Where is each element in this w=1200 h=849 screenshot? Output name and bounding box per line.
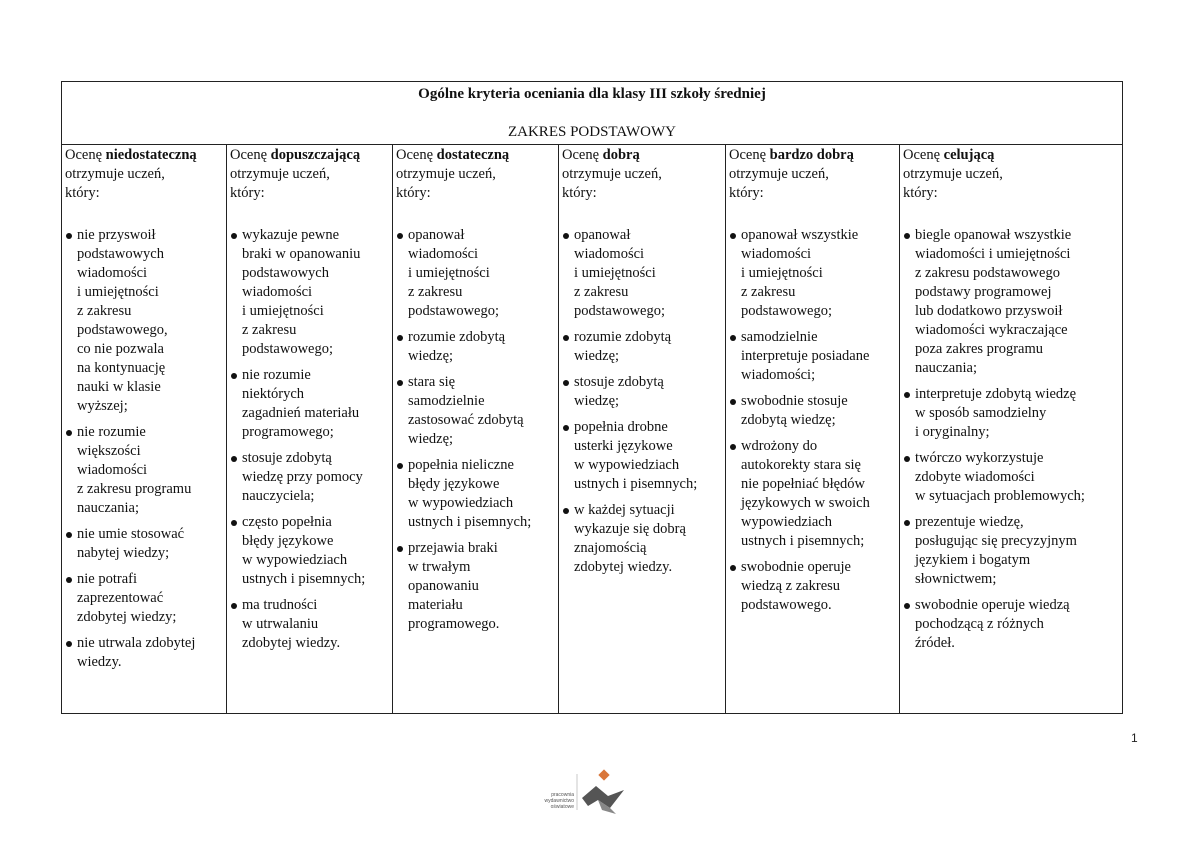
item-text: i umiejętności <box>408 265 490 281</box>
item-text: stosuje zdobytą <box>242 450 332 466</box>
list-item <box>729 392 897 430</box>
item-text: wiadomości <box>408 246 479 262</box>
item-text: samodzielnie <box>741 329 818 345</box>
item-text: z zakresu <box>77 303 132 319</box>
item-text: prezentuje wiedzę, <box>915 514 1024 530</box>
item-text: na kontynuację <box>77 360 166 376</box>
column-header <box>230 146 390 226</box>
item-text: podstawowych <box>242 265 329 281</box>
item-text: z zakresu <box>574 284 629 300</box>
grade-line <box>729 146 897 165</box>
item-text: pochodzącą z różnych <box>915 616 1044 632</box>
item-text: zagadnień materiału <box>242 405 360 421</box>
item-text: ustnych i pisemnych; <box>741 533 865 549</box>
item-text: z zakresu <box>408 284 463 300</box>
header-text: który: <box>396 185 431 201</box>
item-text: wyższej; <box>77 398 128 414</box>
item-text: zdobytej wiedzy. <box>574 559 673 575</box>
item-text: i umiejętności <box>741 265 823 281</box>
item-text: rozumie zdobytą <box>408 329 506 345</box>
list-item <box>230 226 390 359</box>
item-text: wiadomości <box>741 246 812 262</box>
item-text: ma trudności <box>242 597 318 613</box>
item-text: zdobytej wiedzy. <box>242 635 341 651</box>
list-item <box>65 423 224 518</box>
item-text: źródeł. <box>915 635 955 651</box>
item-text: nabytej wiedzy; <box>77 545 170 561</box>
item-text: w wypowiedziach <box>408 495 514 511</box>
header-text: który: <box>729 185 764 201</box>
item-text: programowego. <box>408 616 500 632</box>
item-text: stosuje zdobytą <box>574 374 664 390</box>
item-text: zdobytą wiedzę; <box>741 412 836 428</box>
grade-name: dobrą <box>602 147 640 163</box>
item-text: podstawy programowej <box>915 284 1052 300</box>
item-text: braki w opanowaniu <box>242 246 361 262</box>
item-text: w sposób samodzielny <box>915 405 1047 421</box>
header-text: który: <box>65 185 100 201</box>
item-text: opanował <box>408 227 465 243</box>
list-item <box>396 539 556 634</box>
list-item <box>396 456 556 532</box>
item-text: słownictwem; <box>915 571 997 587</box>
criteria-list <box>562 226 723 577</box>
header-text: otrzymuje uczeń, <box>729 166 829 182</box>
header-text: który: <box>562 185 597 201</box>
item-text: często popełnia <box>242 514 332 530</box>
item-text: podstawowego; <box>408 303 500 319</box>
item-text: samodzielnie <box>408 393 485 409</box>
grade-prefix: Ocenę <box>562 147 603 163</box>
item-text: i umiejętności <box>242 303 324 319</box>
grade-line <box>903 146 1121 165</box>
item-text: posługując się precyzyjnym <box>915 533 1077 549</box>
list-item <box>396 328 556 366</box>
list-item <box>562 373 723 411</box>
list-item <box>65 226 224 416</box>
item-text: nie rozumie <box>77 424 146 440</box>
item-text: swobodnie operuje wiedzą <box>915 597 1070 613</box>
item-text: zdobyte wiadomości <box>915 469 1035 485</box>
item-text: nie potrafi <box>77 571 137 587</box>
grade-prefix: Ocenę <box>396 147 437 163</box>
item-text: nauczyciela; <box>242 488 315 504</box>
grade-columns <box>62 144 1122 713</box>
item-text: popełnia drobne <box>574 419 668 435</box>
item-text: wykazuje się dobrą <box>574 521 686 537</box>
item-text: większości <box>77 443 141 459</box>
criteria-list <box>396 226 556 634</box>
list-item <box>903 449 1121 506</box>
item-text: programowego; <box>242 424 334 440</box>
item-text: przejawia braki <box>408 540 498 556</box>
list-item <box>230 366 390 442</box>
item-text: i oryginalny; <box>915 424 990 440</box>
item-text: swobodnie operuje <box>741 559 851 575</box>
page-subtitle: ZAKRES PODSTAWOWY <box>507 124 676 140</box>
item-text: z zakresu podstawowego <box>915 265 1060 281</box>
list-item <box>903 385 1121 442</box>
list-item <box>230 449 390 506</box>
item-text: zdobytej wiedzy; <box>77 609 177 625</box>
item-text: opanował wszystkie <box>741 227 859 243</box>
item-text: nie umie stosować <box>77 526 185 542</box>
grade-line <box>562 146 723 165</box>
item-text: wiedzę; <box>574 393 620 409</box>
table-header <box>62 82 1122 145</box>
grade-prefix: Ocenę <box>230 147 271 163</box>
item-text: lub dodatkowo przyswoił <box>915 303 1063 319</box>
item-text: podstawowego; <box>741 303 833 319</box>
item-text: wiedzą z zakresu <box>741 578 841 594</box>
item-text: stara się <box>408 374 456 390</box>
publisher-logo <box>518 768 628 818</box>
item-text: zastosować zdobytą <box>408 412 524 428</box>
list-item <box>396 373 556 449</box>
grade-column <box>900 144 1123 713</box>
item-text: wiadomości; <box>741 367 816 383</box>
header-text: który: <box>903 185 938 201</box>
grade-prefix: Ocenę <box>729 147 770 163</box>
list-item <box>729 226 897 321</box>
list-item <box>562 226 723 321</box>
header-text: otrzymuje uczeń, <box>65 166 165 182</box>
item-text: w każdej sytuacji <box>574 502 675 518</box>
item-text: wiedzę; <box>408 348 454 364</box>
grade-column <box>726 144 900 713</box>
item-text: niektórych <box>242 386 305 402</box>
item-text: autokorekty stara się <box>741 457 861 473</box>
item-text: wiadomości <box>77 462 148 478</box>
item-text: językowych w swoich <box>741 495 870 511</box>
item-text: co nie pozwala <box>77 341 164 357</box>
column-header <box>562 146 723 226</box>
item-text: znajomością <box>574 540 647 556</box>
list-item <box>562 501 723 577</box>
item-text: wiadomości <box>574 246 645 262</box>
item-text: twórczo wykorzystuje <box>915 450 1044 466</box>
criteria-list <box>230 226 390 653</box>
item-text: wiedzę przy pomocy <box>242 469 363 485</box>
list-item <box>562 328 723 366</box>
item-text: opanowaniu <box>408 578 479 594</box>
item-text: z zakresu programu <box>77 481 192 497</box>
item-text: wiadomości wykraczające <box>915 322 1068 338</box>
item-text: podstawowego. <box>741 597 832 613</box>
item-text: wiedzę; <box>408 431 454 447</box>
list-item <box>903 226 1121 378</box>
criteria-list <box>65 226 224 672</box>
logo-text: pracownia wydawnictwo oświatowe <box>544 792 574 810</box>
item-text: nauczania; <box>915 360 977 376</box>
header-text: który: <box>230 185 265 201</box>
item-text: w trwałym <box>408 559 471 575</box>
item-text: w utrwalaniu <box>242 616 319 632</box>
item-text: podstawowego; <box>242 341 334 357</box>
grade-prefix: Ocenę <box>903 147 944 163</box>
item-text: ustnych i pisemnych; <box>574 476 698 492</box>
grade-name: celującą <box>943 147 995 163</box>
item-text: ustnych i pisemnych; <box>408 514 532 530</box>
item-text: wiedzę; <box>574 348 620 364</box>
item-text: wiedzy. <box>77 654 122 670</box>
grade-column <box>559 144 726 713</box>
item-text: z zakresu <box>242 322 297 338</box>
item-text: interpretuje zdobytą wiedzę <box>915 386 1077 402</box>
grade-line <box>65 146 224 165</box>
list-item <box>729 437 897 551</box>
grade-column <box>62 144 227 713</box>
item-text: nie rozumie <box>242 367 311 383</box>
criteria-list <box>903 226 1121 653</box>
item-text: nie przyswoił <box>77 227 156 243</box>
item-text: podstawowego, <box>77 322 168 338</box>
item-text: w wypowiedziach <box>574 457 680 473</box>
grade-name: niedostateczną <box>105 147 197 163</box>
item-text: swobodnie stosuje <box>741 393 848 409</box>
list-item <box>396 226 556 321</box>
list-item <box>65 634 224 672</box>
item-text: poza zakres programu <box>915 341 1044 357</box>
item-text: błędy językowe <box>408 476 500 492</box>
list-item <box>230 513 390 589</box>
criteria-table <box>61 81 1123 714</box>
header-text: otrzymuje uczeń, <box>230 166 330 182</box>
list-item <box>729 558 897 615</box>
list-item <box>65 570 224 627</box>
item-text: językiem i bogatym <box>915 552 1031 568</box>
item-text: w wypowiedziach <box>242 552 348 568</box>
item-text: wdrożony do <box>741 438 818 454</box>
column-header <box>396 146 556 226</box>
item-text: zaprezentować <box>77 590 164 606</box>
page-title: Ogólne kryteria oceniania dla klasy III szkoły średniej <box>418 86 766 102</box>
item-text: popełnia nieliczne <box>408 457 514 473</box>
item-text: biegle opanował wszystkie <box>915 227 1072 243</box>
item-text: podstawowego; <box>574 303 666 319</box>
item-text: wykazuje pewne <box>242 227 340 243</box>
item-text: w sytuacjach problemowych; <box>915 488 1085 504</box>
item-text: materiału <box>408 597 463 613</box>
list-item <box>903 513 1121 589</box>
item-text: nie popełniać błędów <box>741 476 866 492</box>
item-text: interpretuje posiadane <box>741 348 870 364</box>
grade-line <box>396 146 556 165</box>
item-text: rozumie zdobytą <box>574 329 672 345</box>
header-text: otrzymuje uczeń, <box>903 166 1003 182</box>
grade-column <box>227 144 393 713</box>
list-item <box>903 596 1121 653</box>
grade-line <box>230 146 390 165</box>
page-number: 1 <box>1131 731 1138 745</box>
item-text: wiadomości <box>242 284 313 300</box>
header-text: otrzymuje uczeń, <box>396 166 496 182</box>
grade-name: dopuszczającą <box>270 147 361 163</box>
item-text: usterki językowe <box>574 438 673 454</box>
item-text: ustnych i pisemnych; <box>242 571 366 587</box>
item-text: i umiejętności <box>574 265 656 281</box>
criteria-list <box>729 226 897 615</box>
item-text: nauki w klasie <box>77 379 161 395</box>
grade-name: bardzo dobrą <box>769 147 854 163</box>
list-item <box>562 418 723 494</box>
item-text: wiadomości <box>77 265 148 281</box>
item-text: opanował <box>574 227 631 243</box>
item-text: z zakresu <box>741 284 796 300</box>
header-text: otrzymuje uczeń, <box>562 166 662 182</box>
item-text: wypowiedziach <box>741 514 832 530</box>
column-header <box>903 146 1121 226</box>
column-header <box>729 146 897 226</box>
item-text: i umiejętności <box>77 284 159 300</box>
item-text: wiadomości i umiejętności <box>915 246 1071 262</box>
item-text: nie utrwala zdobytej <box>77 635 196 651</box>
item-text: błędy językowe <box>242 533 334 549</box>
list-item <box>729 328 897 385</box>
list-item <box>65 525 224 563</box>
list-item <box>230 596 390 653</box>
grade-name: dostateczną <box>436 147 510 163</box>
grade-column <box>393 144 559 713</box>
column-header <box>65 146 224 226</box>
item-text: podstawowych <box>77 246 164 262</box>
item-text: nauczania; <box>77 500 139 516</box>
grade-prefix: Ocenę <box>65 147 106 163</box>
